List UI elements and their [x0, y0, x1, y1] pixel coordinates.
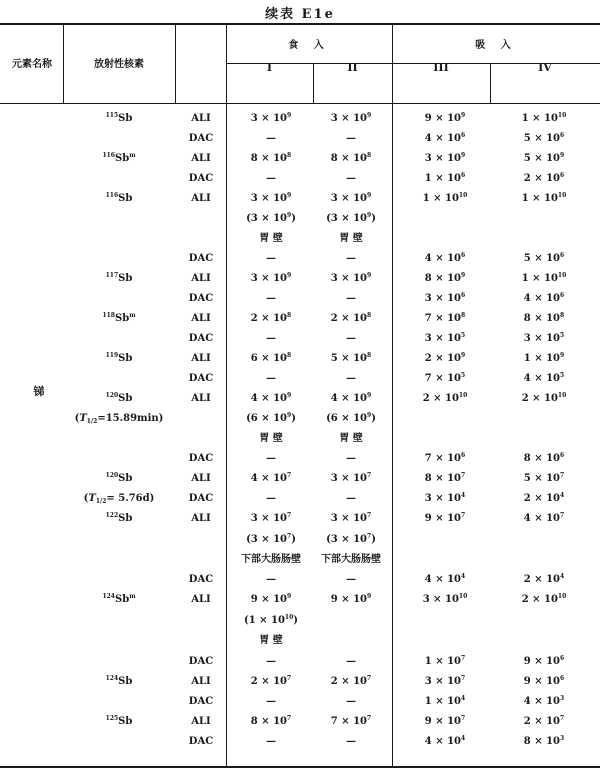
value-class-ii: $2 \times 10^8$ — [330, 312, 372, 324]
value-class-iii: $4 \times 10^4$ — [424, 573, 466, 585]
header-class-i: I — [266, 61, 273, 74]
col-divider-2 — [175, 24, 176, 104]
value-class-iii: $3 \times 10^7$ — [424, 675, 466, 687]
value-class-i: — — [266, 133, 276, 144]
value-class-iv: $2 \times 10^7$ — [523, 715, 565, 727]
value-class-iii: $8 \times 10^9$ — [424, 272, 466, 284]
value-class-i: — — [266, 656, 276, 667]
limit-type: ALI — [191, 273, 211, 284]
value-class-ii: $2 \times 10^7$ — [330, 675, 372, 687]
value-class-i: 胃 壁 — [259, 635, 283, 646]
limit-type: ALI — [191, 594, 211, 605]
value-class-i: 胃 壁 — [259, 233, 283, 244]
header-bottom-rule — [0, 103, 600, 104]
value-class-iii: $3 \times 10^4$ — [424, 492, 466, 504]
half-life-label: $(T_{1/2}=15.89\min)$ — [74, 413, 164, 425]
limit-type: DAC — [188, 493, 214, 504]
value-class-iii: $4 \times 10^6$ — [424, 252, 466, 264]
value-class-i: $3 \times 10^7$ — [250, 512, 292, 524]
value-class-i: — — [266, 173, 276, 184]
value-class-iii: $7 \times 10^6$ — [424, 452, 466, 464]
value-class-iv: $2 \times 10^{10}$ — [521, 593, 567, 605]
value-class-ii: 胃 壁 — [339, 233, 363, 244]
value-class-iv: $1 \times 10^9$ — [523, 352, 565, 364]
value-class-i: — — [266, 253, 276, 264]
top-rule — [0, 23, 600, 25]
value-class-iv: $9 \times 10^6$ — [523, 675, 565, 687]
value-class-iv: $4 \times 10^5$ — [523, 372, 565, 384]
value-class-iii: $7 \times 10^8$ — [424, 312, 466, 324]
value-class-i: $(6 \times 10^9)$ — [246, 412, 296, 424]
value-class-i: $4 \times 10^7$ — [250, 472, 292, 484]
value-class-i: $8 \times 10^7$ — [250, 715, 292, 727]
value-class-i: — — [266, 333, 276, 344]
value-class-iii: $9 \times 10^7$ — [424, 715, 466, 727]
value-class-ii: $3 \times 10^9$ — [330, 272, 372, 284]
value-class-ii: — — [346, 736, 356, 747]
limit-type: DAC — [188, 656, 214, 667]
value-class-i: — — [266, 293, 276, 304]
nuclide-label: $^{120}$Sb — [105, 472, 133, 484]
value-class-i: — — [266, 696, 276, 707]
value-class-i: 胃 壁 — [259, 433, 283, 444]
value-class-iv: $4 \times 10^7$ — [523, 512, 565, 524]
value-class-ii: $7 \times 10^7$ — [330, 715, 372, 727]
value-class-iv: $5 \times 10^9$ — [523, 152, 565, 164]
value-class-i: $2 \times 10^7$ — [250, 675, 292, 687]
value-class-iv: $2 \times 10^4$ — [523, 492, 565, 504]
limit-type: ALI — [191, 353, 211, 364]
value-class-iii: $4 \times 10^6$ — [424, 132, 466, 144]
header-class-ii: II — [347, 61, 358, 74]
nuclide-label: $^{118}$Sb$^m$ — [102, 312, 136, 324]
value-class-i: — — [266, 493, 276, 504]
value-class-iv: $5 \times 10^6$ — [523, 252, 565, 264]
value-class-iii: $3 \times 10^5$ — [424, 332, 466, 344]
header-element-name: 元素名称 — [12, 59, 52, 70]
value-class-i: $2 \times 10^8$ — [250, 312, 292, 324]
value-class-i: $(3 \times 10^9)$ — [246, 212, 296, 224]
value-class-iii: $4 \times 10^4$ — [424, 735, 466, 747]
value-class-i: $8 \times 10^8$ — [250, 152, 292, 164]
value-class-ii: — — [346, 333, 356, 344]
limit-type: DAC — [188, 173, 214, 184]
header-nuclide: 放射性核素 — [94, 59, 144, 70]
nuclide-label: $^{120}$Sb — [105, 392, 133, 404]
value-class-iv: $4 \times 10^6$ — [523, 292, 565, 304]
value-class-ii: $(3 \times 10^7)$ — [326, 533, 376, 545]
value-class-iii: $3 \times 10^6$ — [424, 292, 466, 304]
value-class-ii: — — [346, 173, 356, 184]
header-ingestion: 食 入 — [288, 40, 330, 51]
half-life-label: $(T_{1/2}= 5.76d)$ — [83, 493, 155, 505]
value-class-iv: $1 \times 10^{10}$ — [521, 272, 567, 284]
value-class-ii: $3 \times 10^9$ — [330, 112, 372, 124]
table-title: 续表 E1e — [265, 7, 335, 22]
limit-type: DAC — [188, 253, 214, 264]
value-class-iv: $5 \times 10^7$ — [523, 472, 565, 484]
value-class-ii: — — [346, 133, 356, 144]
limit-type: ALI — [191, 193, 211, 204]
value-class-i: $4 \times 10^9$ — [250, 392, 292, 404]
value-class-iii: $9 \times 10^9$ — [424, 112, 466, 124]
value-class-iii: $2 \times 10^{10}$ — [422, 392, 468, 404]
value-class-i: $(3 \times 10^7)$ — [246, 533, 296, 545]
value-class-ii: $3 \times 10^9$ — [330, 192, 372, 204]
header-inhalation: 吸 入 — [475, 40, 517, 51]
value-class-i: $3 \times 10^9$ — [250, 272, 292, 284]
limit-type: ALI — [191, 716, 211, 727]
value-class-ii: 下部大肠肠壁 — [321, 554, 381, 565]
value-class-i: 下部大肠肠壁 — [241, 554, 301, 565]
value-class-iv: $2 \times 10^6$ — [523, 172, 565, 184]
limit-type: DAC — [188, 453, 214, 464]
value-class-ii: — — [346, 373, 356, 384]
value-class-iii: $1 \times 10^{10}$ — [422, 192, 468, 204]
value-class-ii: $(3 \times 10^9)$ — [326, 212, 376, 224]
limit-type: DAC — [188, 696, 214, 707]
value-class-ii: — — [346, 656, 356, 667]
nuclide-label: $^{125}$Sb — [105, 715, 133, 727]
value-class-iii: $2 \times 10^9$ — [424, 352, 466, 364]
value-class-iv: $1 \times 10^{10}$ — [521, 192, 567, 204]
value-class-i: $6 \times 10^8$ — [250, 352, 292, 364]
value-class-iv: $8 \times 10^6$ — [523, 452, 565, 464]
value-class-ii: $3 \times 10^7$ — [330, 512, 372, 524]
value-class-iv: $2 \times 10^{10}$ — [521, 392, 567, 404]
value-class-iv: $3 \times 10^5$ — [523, 332, 565, 344]
limit-type: DAC — [188, 333, 214, 344]
value-class-iv: $1 \times 10^{10}$ — [521, 112, 567, 124]
limit-type: DAC — [188, 373, 214, 384]
value-class-iii: $1 \times 10^6$ — [424, 172, 466, 184]
value-class-iii: $9 \times 10^7$ — [424, 512, 466, 524]
nuclide-label: $^{124}$Sb$^m$ — [102, 593, 136, 605]
limit-type: ALI — [191, 313, 211, 324]
value-class-ii: $5 \times 10^8$ — [330, 352, 372, 364]
value-class-iii: $7 \times 10^5$ — [424, 372, 466, 384]
value-class-i: $9 \times 10^9$ — [250, 593, 292, 605]
element-name-antimony: 锑 — [33, 385, 45, 398]
limit-type: ALI — [191, 513, 211, 524]
nuclide-label: $^{116}$Sb — [105, 192, 133, 204]
nuclide-label: $^{122}$Sb — [105, 512, 133, 524]
value-class-iv: $2 \times 10^4$ — [523, 573, 565, 585]
value-class-ii: — — [346, 493, 356, 504]
value-class-ii: $8 \times 10^8$ — [330, 152, 372, 164]
header-class-iv: IV — [538, 61, 552, 74]
value-class-ii: 胃 壁 — [339, 433, 363, 444]
value-class-ii: — — [346, 253, 356, 264]
value-class-iv: $8 \times 10^3$ — [523, 735, 565, 747]
nuclide-label: $^{119}$Sb — [105, 352, 133, 364]
value-class-iii: $1 \times 10^7$ — [424, 655, 466, 667]
nuclide-label: $^{116}$Sb$^m$ — [102, 152, 136, 164]
value-class-iii: $8 \times 10^7$ — [424, 472, 466, 484]
value-class-iv: $9 \times 10^6$ — [523, 655, 565, 667]
value-class-i: $3 \times 10^9$ — [250, 112, 292, 124]
value-class-i: $(1 \times 10^{10})$ — [243, 614, 299, 626]
value-class-ii: $(6 \times 10^9)$ — [326, 412, 376, 424]
nuclide-label: $^{117}$Sb — [105, 272, 133, 284]
col-divider-4 — [392, 24, 393, 767]
header-class-iii: III — [433, 61, 449, 74]
value-class-iii: $3 \times 10^9$ — [424, 152, 466, 164]
value-class-i: — — [266, 574, 276, 585]
limit-type: DAC — [188, 293, 214, 304]
value-class-iv: $8 \times 10^8$ — [523, 312, 565, 324]
bottom-rule — [0, 766, 600, 768]
nuclide-label: $^{115}$Sb — [105, 112, 133, 124]
nuclide-label: $^{124}$Sb — [105, 675, 133, 687]
value-class-ii: $4 \times 10^9$ — [330, 392, 372, 404]
limit-type: DAC — [188, 736, 214, 747]
value-class-iii: $3 \times 10^{10}$ — [422, 593, 468, 605]
limit-type: DAC — [188, 133, 214, 144]
value-class-ii: — — [346, 574, 356, 585]
value-class-ii: $9 \times 10^9$ — [330, 593, 372, 605]
limit-type: ALI — [191, 473, 211, 484]
value-class-i: $3 \times 10^9$ — [250, 192, 292, 204]
value-class-ii: — — [346, 696, 356, 707]
value-class-ii: — — [346, 293, 356, 304]
value-class-i: — — [266, 453, 276, 464]
col-divider-3 — [226, 24, 227, 767]
value-class-ii: $3 \times 10^7$ — [330, 472, 372, 484]
limit-type: ALI — [191, 393, 211, 404]
limit-type: ALI — [191, 153, 211, 164]
value-class-iv: $4 \times 10^3$ — [523, 695, 565, 707]
value-class-i: — — [266, 373, 276, 384]
value-class-iii: $1 \times 10^4$ — [424, 695, 466, 707]
value-class-ii: — — [346, 453, 356, 464]
limit-type: ALI — [191, 676, 211, 687]
limit-type: ALI — [191, 113, 211, 124]
value-class-i: — — [266, 736, 276, 747]
limit-type: DAC — [188, 574, 214, 585]
value-class-iv: $5 \times 10^6$ — [523, 132, 565, 144]
